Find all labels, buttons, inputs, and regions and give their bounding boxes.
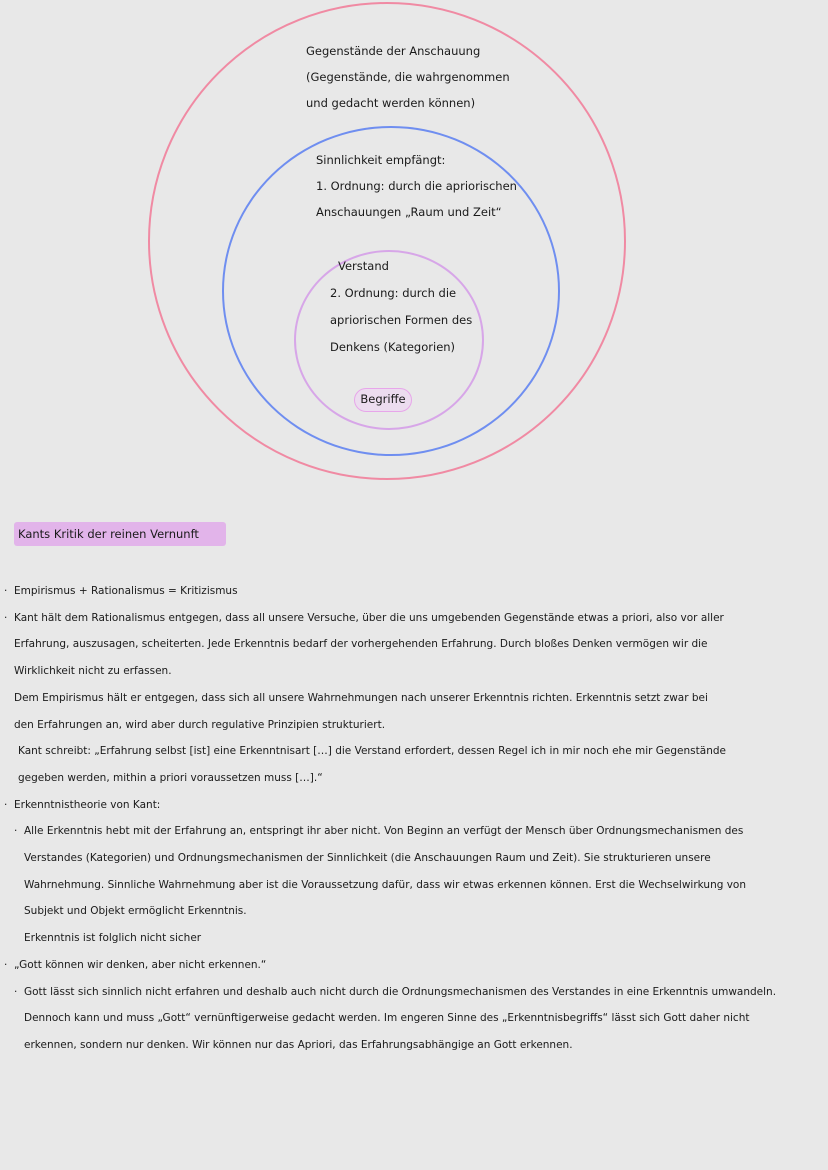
middle-line: Anschauungen „Raum und Zeit“ — [316, 205, 502, 219]
bullet-text: Erkenntnistheorie von Kant: — [14, 798, 161, 811]
para-line: Alle Erkenntnis hebt mit der Erfahrung an, entspringt ihr aber nicht. Von Beginn an verfügt der Mensch über Ordnungsmechanismen des — [24, 825, 744, 838]
para-line: den Erfahrungen an, wird aber durch regulative Prinzipien strukturiert. — [14, 718, 386, 731]
para-line: Wirklichkeit nicht zu erfassen. — [14, 665, 172, 678]
para-line: Subjekt und Objekt ermöglicht Erkenntnis. — [24, 905, 247, 918]
para-line: Gott lässt sich sinnlich nicht erfahren und deshalb auch nicht durch die Ordnungsmechanismen des Verstandes in eine Erkenntnis umwandeln. — [24, 985, 777, 998]
notes — [4, 578, 824, 1059]
sub-bullet-line: · Gott lässt sich sinnlich nicht erfahren und deshalb auch nicht durch die Ordnungsmechanismen des Verstandes in eine Erkenntnis umwandeln. — [14, 985, 777, 998]
sub-bullet-line: · Alle Erkenntnis hebt mit der Erfahrung an, entspringt ihr aber nicht. Von Beginn an verfügt der Mensch über Ordnungsmechanismen des — [14, 825, 744, 838]
para-line: Erkenntnis ist folglich nicht sicher — [24, 932, 202, 945]
section-heading: Kants Kritik der reinen Vernunft — [14, 522, 226, 546]
bullet-line: · „Gott können wir denken, aber nicht erkennen.“ — [4, 958, 267, 971]
para-line: Dennoch kann und muss „Gott“ vernünftigerweise gedacht werden. Im engeren Sinne des „Erkenntnisbegriffs“ lässt sich Gott daher nicht — [24, 1012, 750, 1025]
para-line: Kant hält dem Rationalismus entgegen, dass all unsere Versuche, über die uns umgebenden Gegenstände etwas a priori, also vor aller — [14, 611, 724, 624]
para-line: Dem Empirismus hält er entgegen, dass sich all unsere Wahrnehmungen nach unserer Erkenntnis richten. Erkenntnis setzt zwar bei — [14, 691, 708, 704]
inner-line: 2. Ordnung: durch die — [330, 286, 457, 300]
bullet-text: „Gott können wir denken, aber nicht erkennen.“ — [14, 958, 267, 971]
bullet-line: · Kant hält dem Rationalismus entgegen, dass all unsere Versuche, über die uns umgebenden Gegenstände etwas a priori, also vor aller — [4, 611, 724, 624]
inner-line: apriorischen Formen des — [330, 313, 473, 327]
outer-line: (Gegenstände, die wahrgenommen — [306, 70, 510, 84]
begriffe-badge: Begriffe — [354, 388, 412, 412]
bullet-line: · Erkenntnistheorie von Kant: — [4, 798, 161, 811]
outer-circle-text — [306, 38, 510, 116]
bullet-line: · Empirismus + Rationalismus = Kritizismus — [4, 585, 238, 597]
middle-circle-text — [316, 147, 517, 225]
para-line: Erfahrung, auszusagen, scheiterten. Jede Erkenntnis bedarf der vorhergehenden Erfahrung. Durch bloßes Denken vermögen wir die — [14, 638, 708, 651]
para-line: gegeben werden, mithin a priori voraussetzen muss […].“ — [18, 771, 323, 784]
inner-title: Verstand — [338, 259, 389, 273]
middle-line: Sinnlichkeit empfängt: — [316, 153, 446, 167]
middle-line: 1. Ordnung: durch die apriorischen — [316, 179, 517, 193]
para-line: Wahrnehmung. Sinnliche Wahrnehmung aber ist die Voraussetzung dafür, dass wir etwas erkennen können. Erst die Wechselwirkung von — [24, 878, 747, 891]
para-line: Kant schreibt: „Erfahrung selbst [ist] eine Erkenntnisart […] die Verstand erfordert, dessen Regel ich in mir noch ehe mir Gegenstände — [18, 745, 726, 758]
outer-line: und gedacht werden können) — [306, 96, 476, 110]
inner-line: Denkens (Kategorien) — [330, 340, 456, 354]
inner-circle-text — [330, 253, 472, 361]
bullet-text: Empirismus + Rationalismus = Kritizismus — [14, 585, 238, 597]
outer-line: Gegenstände der Anschauung — [306, 44, 481, 58]
para-line: Verstandes (Kategorien) und Ordnungsmechanismen der Sinnlichkeit (die Anschauungen Raum und Zeit). Sie strukturieren unsere — [24, 852, 711, 865]
para-line: erkennen, sondern nur denken. Wir können nur das Apriori, das Erfahrungsabhängige an Gott erkennen. — [24, 1038, 573, 1051]
